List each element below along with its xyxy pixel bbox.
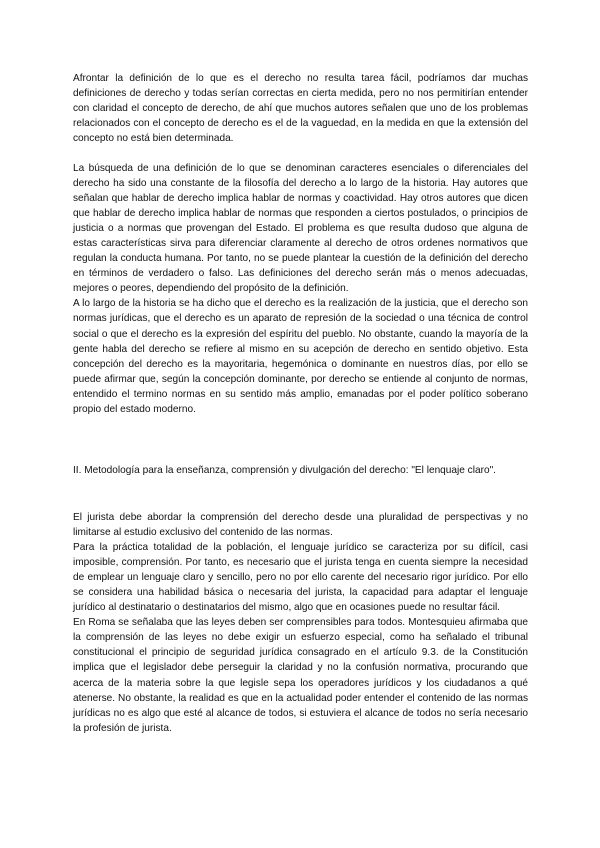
- historia-paragraph: A lo largo de la historia se ha dicho que el derecho es la realización de la justicia, que el derecho son normas jurídicas, que el derecho es un aparato de represión de la sociedad o una técnica de control social o que el derecho es la expresión del espíritu del pueblo. No obstante, cuando la mayoría de la gente habla del derecho se refiere al mismo en su acepción de derecho en sentido objetivo. Esta concepción del derecho es la mayoritaria, hegemónica o dominante en nuestros días, por ello se puede afirmar que, según la concepción dominante, por derecho se entiende al conjunto de normas, entendido el termino normas en su sentido más amplio, emanadas por el poder político soberano propio del estado moderno.: [73, 298, 528, 415]
- busqueda-paragraph: La búsqueda de una definición de lo que se denominan caracteres esenciales o diferenciales del derecho ha sido una constante de la filosofía del derecho a lo largo de la historia. Hay autores que señalan que hablar de derecho implica hablar de normas y coactividad. Hay otros autores que dicen que hablar de derecho implica hablar de normas que responden a ciertos postulados, o principios de justicia o a normas que provengan del Estado. El problema es que resulta dudoso que alguna de estas características sirva para diferenciar claramente al derecho de otros ordenes normativos que regulan la conducta humana. Por tanto, no se puede plantear la cuestión de la definición del derecho en términos de verdadero o falso. Las definiciones del derecho serán más o menos adecuadas, mejores o peores, dependiendo del propósito de la definición.: [73, 163, 528, 295]
- section-heading-text: II. Metodología para la enseñanza, comprensión y divulgación del derecho: "El lenquaje claro".: [73, 465, 496, 476]
- intro-paragraph: [73, 71, 528, 146]
- intro-text: Afrontar la definición de lo que es el derecho no resulta tarea fácil, podríamos dar muchas definiciones de derecho y todas serían correctas en cierta medida, pero no nos permitirían entender con claridad el concepto de derecho, de ahí que muchos autores señalen que uno de los problemas relacionados con el concepto de derecho es el de la vaguedad, en la medida en que la extensión del concepto no está bien determinada.: [73, 73, 528, 145]
- jurista-paragraph: El jurista debe abordar la comprensión del derecho desde una pluralidad de perspectivas y no limitarse al estudio exclusivo del contenido de las normas.: [73, 512, 528, 539]
- practica-paragraph: Para la práctica totalidad de la población, el lenguaje jurídico se caracteriza por su difícil, casi imposible, comprensión. Por tanto, es necesario que el jurista tenga en cuenta siempre la necesidad de emplear un lenguaje claro y sencillo, pero no por ello carente del necesario rigor jurídico. Por ello se considera una habilidad básica o necesaria del jurista, la capacidad para adaptar el lenguaje jurídico al destinatario o destinatarios del mismo, algo que en ocasiones puede no resultar fácil.: [73, 542, 528, 614]
- section-heading: [73, 463, 528, 478]
- roma-paragraph: En Roma se señalaba que las leyes deben ser comprensibles para todos. Montesquieu afirmaba que la comprensión de las leyes no debe exigir un esfuerzo especial, como ha señalado el tribunal constitucional el principio de seguridad jurídica consagrado en el artículo 9.3. de la Constitución implica que el legislador debe perseguir la claridad y no la confusión normativa, procurando que acerca de la materia sobre la que legisle sepa los operadores jurídicos y los ciudadanos a qué atenerse. No obstante, la realidad es que en la actualidad poder entender el contenido de las normas jurídicas no es algo que esté al alcance de todos, si estuviera el alcance de todos no sería necesario la profesión de jurista.: [73, 617, 528, 734]
- methodology-section: [73, 510, 528, 736]
- definition-section: [73, 161, 528, 417]
